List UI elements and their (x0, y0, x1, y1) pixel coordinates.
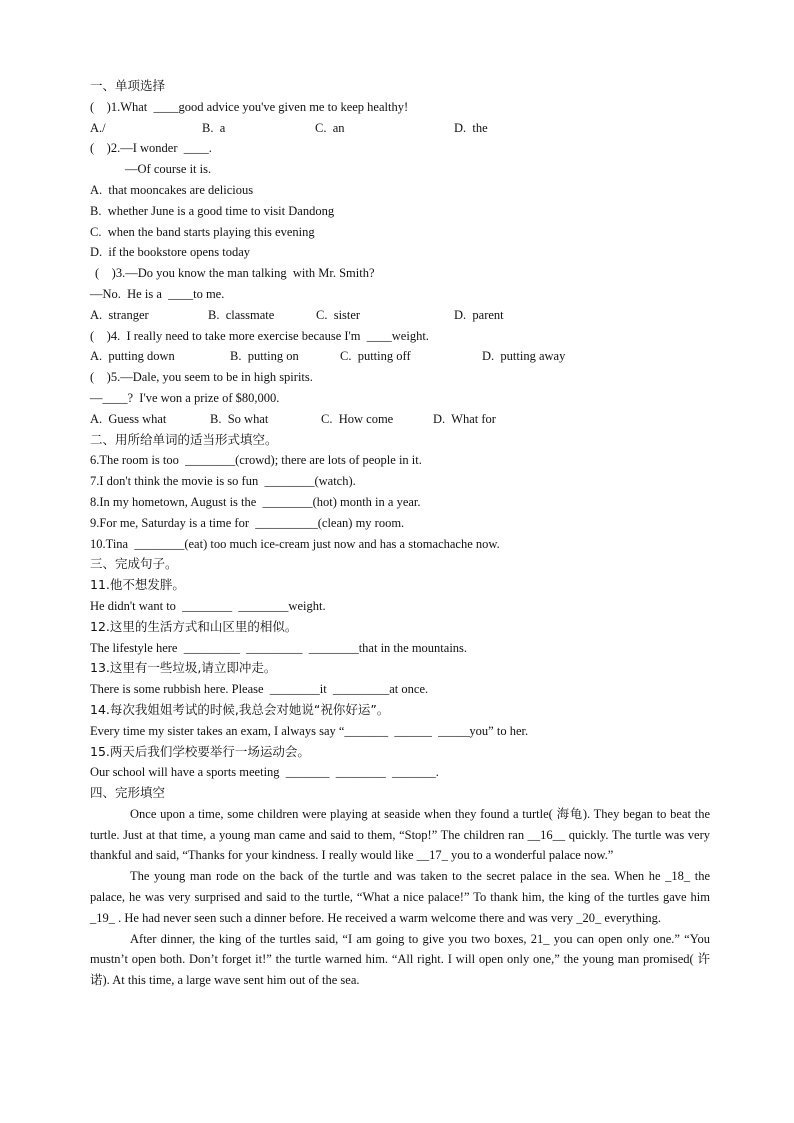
q4-option-b: B. putting on (230, 349, 299, 364)
question-4-stem: ( )4. I really need to take more exercise because I'm ____weight. (90, 328, 429, 343)
sentence-13-english: There is some rubbish here. Please ________it _________at once. (90, 682, 429, 697)
q3-option-a: A. stranger (90, 307, 149, 322)
q2-option-d: D. if the bookstore opens today (90, 245, 251, 260)
cloze-paragraph-3: After dinner, the king of the turtles said, “I am going to give you two boxes, 21_ you can open only one.” “You mustn’t open both. Don’t forget it!” the turtle warned him. “All right. I will open only one,” the young man promised( 许诺). At this time, a large wave sent him out of the sea. (90, 931, 710, 988)
fill-item-9: 9.For me, Saturday is a time for __________(clean) my room. (90, 515, 405, 530)
sentence-14-chinese: 14.每次我姐姐考试的时候,我总会对她说“祝你好运”。 (90, 701, 390, 717)
cloze-paragraph-2: The young man rode on the back of the turtle and was taken to the secret palace in the sea. When he _18_ the palace, he was very surprised and said to the turtle, “What a nice palace!” To thank him, the king of the turtles gave him _19_ . He had never seen such a dinner before. He received a warm welcome there and was very _20_ everything. (90, 869, 710, 925)
q1-option-b: B. a (202, 120, 226, 135)
q5-option-d: D. What for (433, 411, 496, 426)
question-5-stem: ( )5.—Dale, you seem to be in high spirits. (90, 370, 313, 385)
question-3-stem: ( )3.—Do you know the man talking with Mr. Smith? (95, 266, 375, 281)
question-3-options (90, 305, 710, 326)
sentence-15-chinese: 15.两天后我们学校要举行一场运动会。 (90, 743, 310, 759)
q1-option-c: C. an (315, 120, 345, 135)
section2-title: 二、用所给单词的适当形式填空。 (90, 431, 278, 447)
question-1-stem: ( )1.What ____good advice you've given me to keep healthy! (90, 99, 409, 114)
q4-option-c: C. putting off (340, 349, 411, 364)
sentence-13-chinese: 13.这里有一些垃圾,请立即冲走。 (90, 660, 277, 676)
q4-option-d: D. putting away (482, 349, 566, 364)
cloze-paragraph-1: Once upon a time, some children were playing at seaside when they found a turtle( 海龟). They began to beat the turtle. Just at that time, a young man came and said to them, “Stop!” The children ran __16__ quickly. The turtle was very thankful and said, “Thanks for your kindness. I really would like __17_ you to a wonderful palace now.” (90, 806, 710, 863)
sentence-11-english: He didn't want to ________ ________weight. (90, 598, 326, 613)
sentence-12-english: The lifestyle here _________ _________ ________that in the mountains. (90, 640, 468, 655)
q3-option-c: C. sister (316, 307, 361, 322)
q3-option-b: B. classmate (208, 307, 275, 322)
q5-option-b: B. So what (210, 411, 269, 426)
q2-option-a: A. that mooncakes are delicious (90, 182, 254, 197)
q1-option-a: A./ (90, 120, 106, 135)
sentence-11-chinese: 11.他不想发胖。 (90, 577, 185, 593)
q4-option-a: A. putting down (90, 349, 175, 364)
q1-option-d: D. the (454, 120, 488, 135)
question-5-options (90, 409, 710, 430)
question-2-reply: —Of course it is. (125, 162, 212, 177)
question-1-options (90, 118, 710, 139)
section1-title: 一、单项选择 (90, 78, 166, 93)
sentence-12-chinese: 12.这里的生活方式和山区里的相似。 (90, 618, 298, 634)
fill-item-8: 8.In my hometown, August is the ________(hot) month in a year. (90, 494, 421, 509)
q2-option-b: B. whether June is a good time to visit Dandong (90, 203, 335, 218)
section3-title: 三、完成句子。 (90, 556, 178, 572)
q5-option-a: A. Guess what (90, 411, 167, 426)
q3-option-d: D. parent (454, 307, 504, 322)
fill-item-10: 10.Tina ________(eat) too much ice-cream just now and has a stomachache now. (90, 536, 500, 551)
q5-option-c: C. How come (321, 411, 394, 426)
question-5-reply: —____? I've won a prize of $80,000. (90, 390, 280, 405)
sentence-14-english: Every time my sister takes an exam, I always say “_______ ______ _____you” to her. (90, 723, 529, 738)
worksheet-page (90, 76, 710, 991)
fill-item-7: 7.I don't think the movie is so fun ________(watch). (90, 474, 356, 489)
question-2-stem: ( )2.—I wonder ____. (90, 141, 212, 156)
q2-option-c: C. when the band starts playing this evening (90, 224, 315, 239)
fill-item-6: 6.The room is too ________(crowd); there are lots of people in it. (90, 453, 422, 468)
question-4-options (90, 346, 710, 367)
question-3-reply: —No. He is a ____to me. (90, 286, 225, 301)
sentence-15-english: Our school will have a sports meeting _______ ________ _______. (90, 765, 439, 780)
section4-title: 四、完形填空 (90, 785, 166, 801)
